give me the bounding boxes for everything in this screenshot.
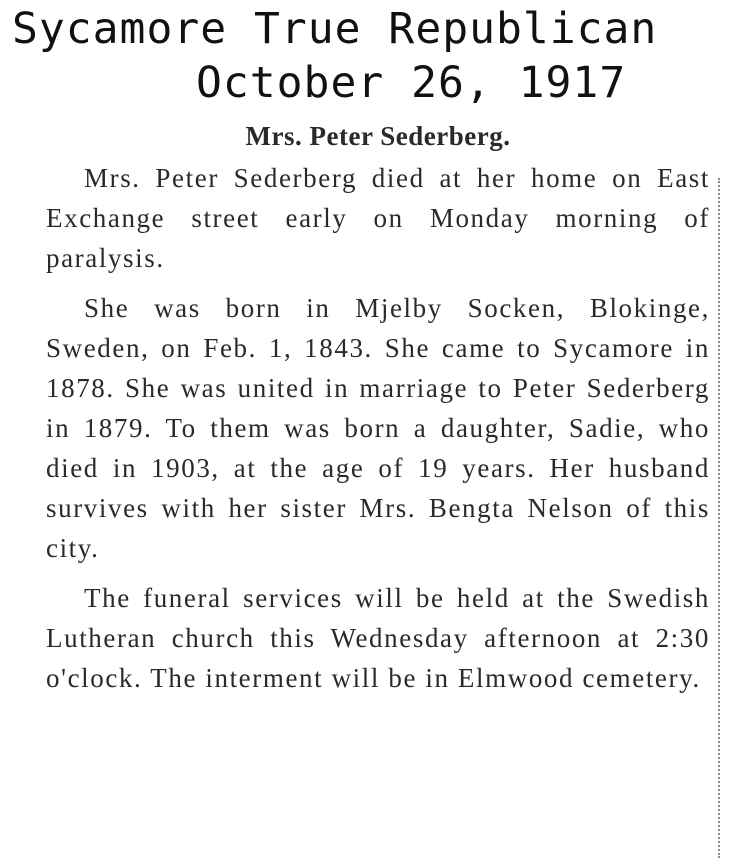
obituary-paragraph-funeral: The funeral services will be held at the Swedish Lutheran church this Wednesday afternoon at 2:30 o'clock. The interment will be in Elmwood cemetery.: [46, 583, 710, 693]
clipping-cut-edge: [718, 178, 720, 858]
newspaper-name: Sycamore True Republican: [12, 4, 658, 54]
obituary-paragraph-death: Mrs. Peter Sederberg died at her home on East Exchange street early on Monday morning of paralysis.: [46, 163, 710, 273]
issue-date: October 26, 1917: [196, 58, 627, 108]
obituary-clipping: [46, 120, 710, 698]
obituary-paragraph-biography: She was born in Mjelby Socken, Blokinge, Sweden, on Feb. 1, 1843. She came to Sycamore in 1878. She was united in marriage to Peter Sederberg in 1879. To them was born a daughter, Sadie, who died in 1903, at the age of 19 years. Her husband survives with her sister Mrs. Bengta Nelson of this city.: [46, 293, 710, 563]
obituary-headline: Mrs. Peter Sederberg.: [245, 121, 511, 151]
